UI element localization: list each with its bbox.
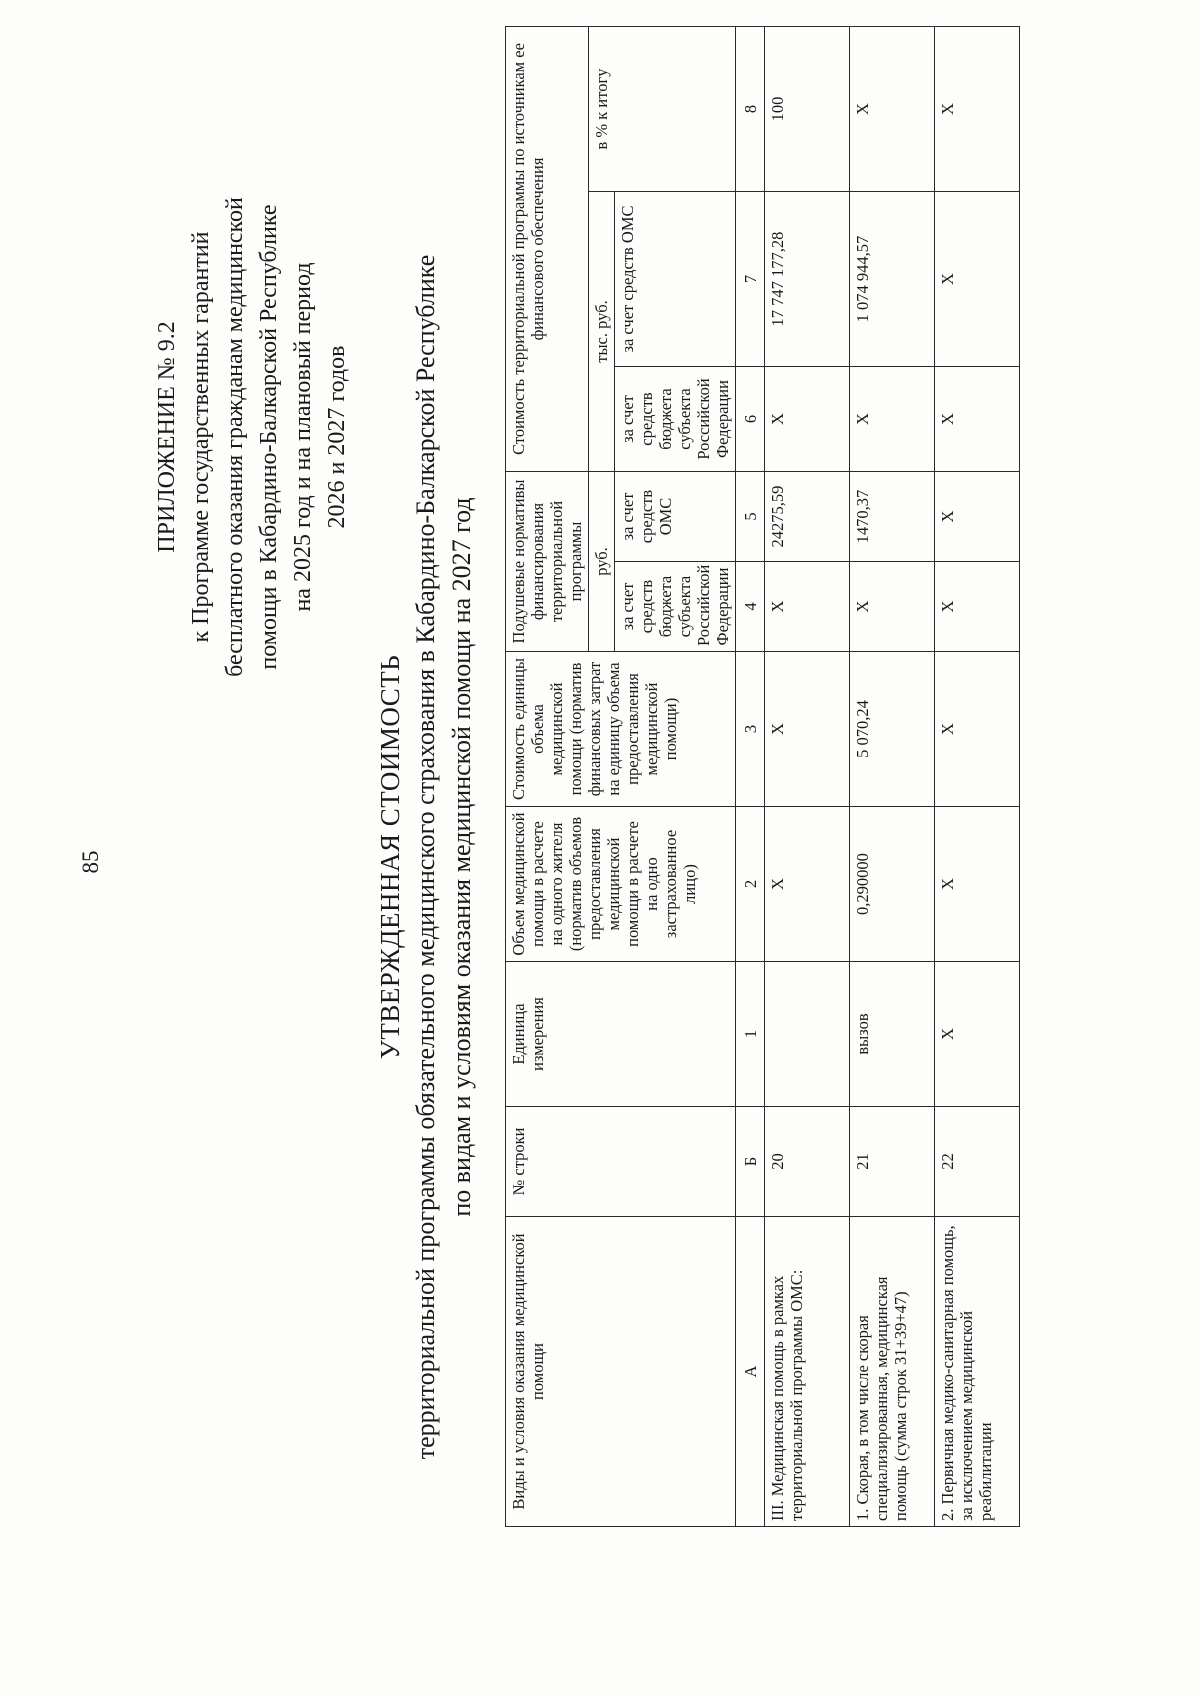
- column-number: 5: [736, 472, 765, 562]
- row-pc-oms: Х: [935, 472, 1020, 562]
- row-pct: Х: [850, 26, 935, 191]
- row-c-oms: 17 747 177,28: [765, 192, 850, 367]
- header-pct: в % к итогу: [589, 26, 736, 191]
- header-cost: Стоимость единицы объема медицинской помощи (норматив финансовых затрат на единицу объема предоставления медицинской помощи): [506, 652, 736, 807]
- document-title: [372, 107, 480, 1607]
- appendix-line: ПРИЛОЖЕНИЕ № 9.2: [154, 321, 180, 553]
- row-no: 22: [935, 1107, 1020, 1217]
- row-cost: Х: [765, 652, 850, 807]
- row-kind: 2. Первичная медико-санитарная помощь, за исключением медицинской реабилитации: [935, 1217, 1020, 1527]
- row-kind: 1. Скорая, в том числе скорая специализированная, медицинская помощь (сумма строк 31+39+47): [850, 1217, 935, 1527]
- row-kind: III. Медицинская помощь в рамках территориальной программы ОМС:: [765, 1217, 850, 1527]
- column-number: 2: [736, 807, 765, 962]
- column-number-row: [736, 26, 765, 1526]
- table-row: [765, 26, 850, 1526]
- row-pc-oms: 1470,37: [850, 472, 935, 562]
- row-pc-budget: Х: [765, 562, 850, 652]
- appendix-line: помощи в Кабардино-Балкарской Республике: [256, 204, 282, 670]
- column-number: 3: [736, 652, 765, 807]
- column-number: 1: [736, 962, 765, 1107]
- row-c-oms: 1 074 944,57: [850, 192, 935, 367]
- title-line-2: территориальной программы обязательного медицинского страхования в Кабардино-Балкарской Республике: [411, 254, 440, 1460]
- row-pc-budget: Х: [935, 562, 1020, 652]
- row-volume: 0,290000: [850, 807, 935, 962]
- appendix-line: на 2025 год и на плановый период: [290, 262, 316, 612]
- header-row-no: № строки: [506, 1107, 736, 1217]
- column-number: 8: [736, 26, 765, 191]
- header-c-oms: за счет средств ОМС: [615, 192, 736, 367]
- appendix-line: 2026 и 2027 годов: [324, 345, 350, 529]
- header-c-budget: за счет средств бюджета субъекта Российской Федерации: [615, 367, 736, 472]
- row-pct: 100: [765, 26, 850, 191]
- row-pc-oms: 24275,59: [765, 472, 850, 562]
- row-no: 20: [765, 1107, 850, 1217]
- row-unit: Х: [935, 962, 1020, 1107]
- row-pc-budget: Х: [850, 562, 935, 652]
- column-number: А: [736, 1217, 765, 1527]
- row-c-budget: Х: [935, 367, 1020, 472]
- row-c-budget: Х: [850, 367, 935, 472]
- appendix-header: [150, 177, 354, 697]
- row-pct: Х: [935, 26, 1020, 191]
- appendix-line: к Программе государственных гарантий: [188, 231, 214, 643]
- cost-table: [505, 26, 1020, 1527]
- title-line-3: по видам и условиям оказания медицинской помощи на 2027 год: [447, 497, 476, 1217]
- table-row: [935, 26, 1020, 1526]
- header-program-cost: Стоимость территориальной программы по источникам ее финансового обеспечения: [506, 26, 589, 471]
- column-number: 4: [736, 562, 765, 652]
- page-number: 85: [78, 850, 103, 874]
- header-pc-budget: за счет средств бюджета субъекта Российской Федерации: [615, 562, 736, 652]
- row-volume: Х: [935, 807, 1020, 962]
- column-number: 7: [736, 192, 765, 367]
- column-number: 6: [736, 367, 765, 472]
- table-header-row: [506, 26, 589, 1526]
- row-unit: [765, 962, 850, 1107]
- table-row: [850, 26, 935, 1526]
- header-thous-rub: тыс. руб.: [589, 192, 615, 472]
- appendix-line: бесплатного оказания гражданам медицинской: [222, 197, 248, 677]
- header-per-capita: Подушевые нормативы финансирования территориальной программы: [506, 472, 589, 652]
- row-unit: вызов: [850, 962, 935, 1107]
- title-line-1: УТВЕРЖДЕННАЯ СТОИМОСТЬ: [375, 654, 405, 1060]
- row-c-oms: Х: [935, 192, 1020, 367]
- row-cost: 5 070,24: [850, 652, 935, 807]
- header-pc-oms: за счет средств ОМС: [615, 472, 736, 562]
- row-volume: Х: [765, 807, 850, 962]
- header-unit: Единица измерения: [506, 962, 736, 1107]
- header-kind: Виды и условия оказания медицинской помощи: [506, 1217, 736, 1527]
- header-rub: руб.: [589, 472, 615, 652]
- row-c-budget: Х: [765, 367, 850, 472]
- header-volume: Объем медицинской помощи в расчете на одного жителя (норматив объемов предоставления медицинской помощи в расчете на одно застрахованное лицо): [506, 807, 736, 962]
- row-cost: Х: [935, 652, 1020, 807]
- column-number: Б: [736, 1107, 765, 1217]
- row-no: 21: [850, 1107, 935, 1217]
